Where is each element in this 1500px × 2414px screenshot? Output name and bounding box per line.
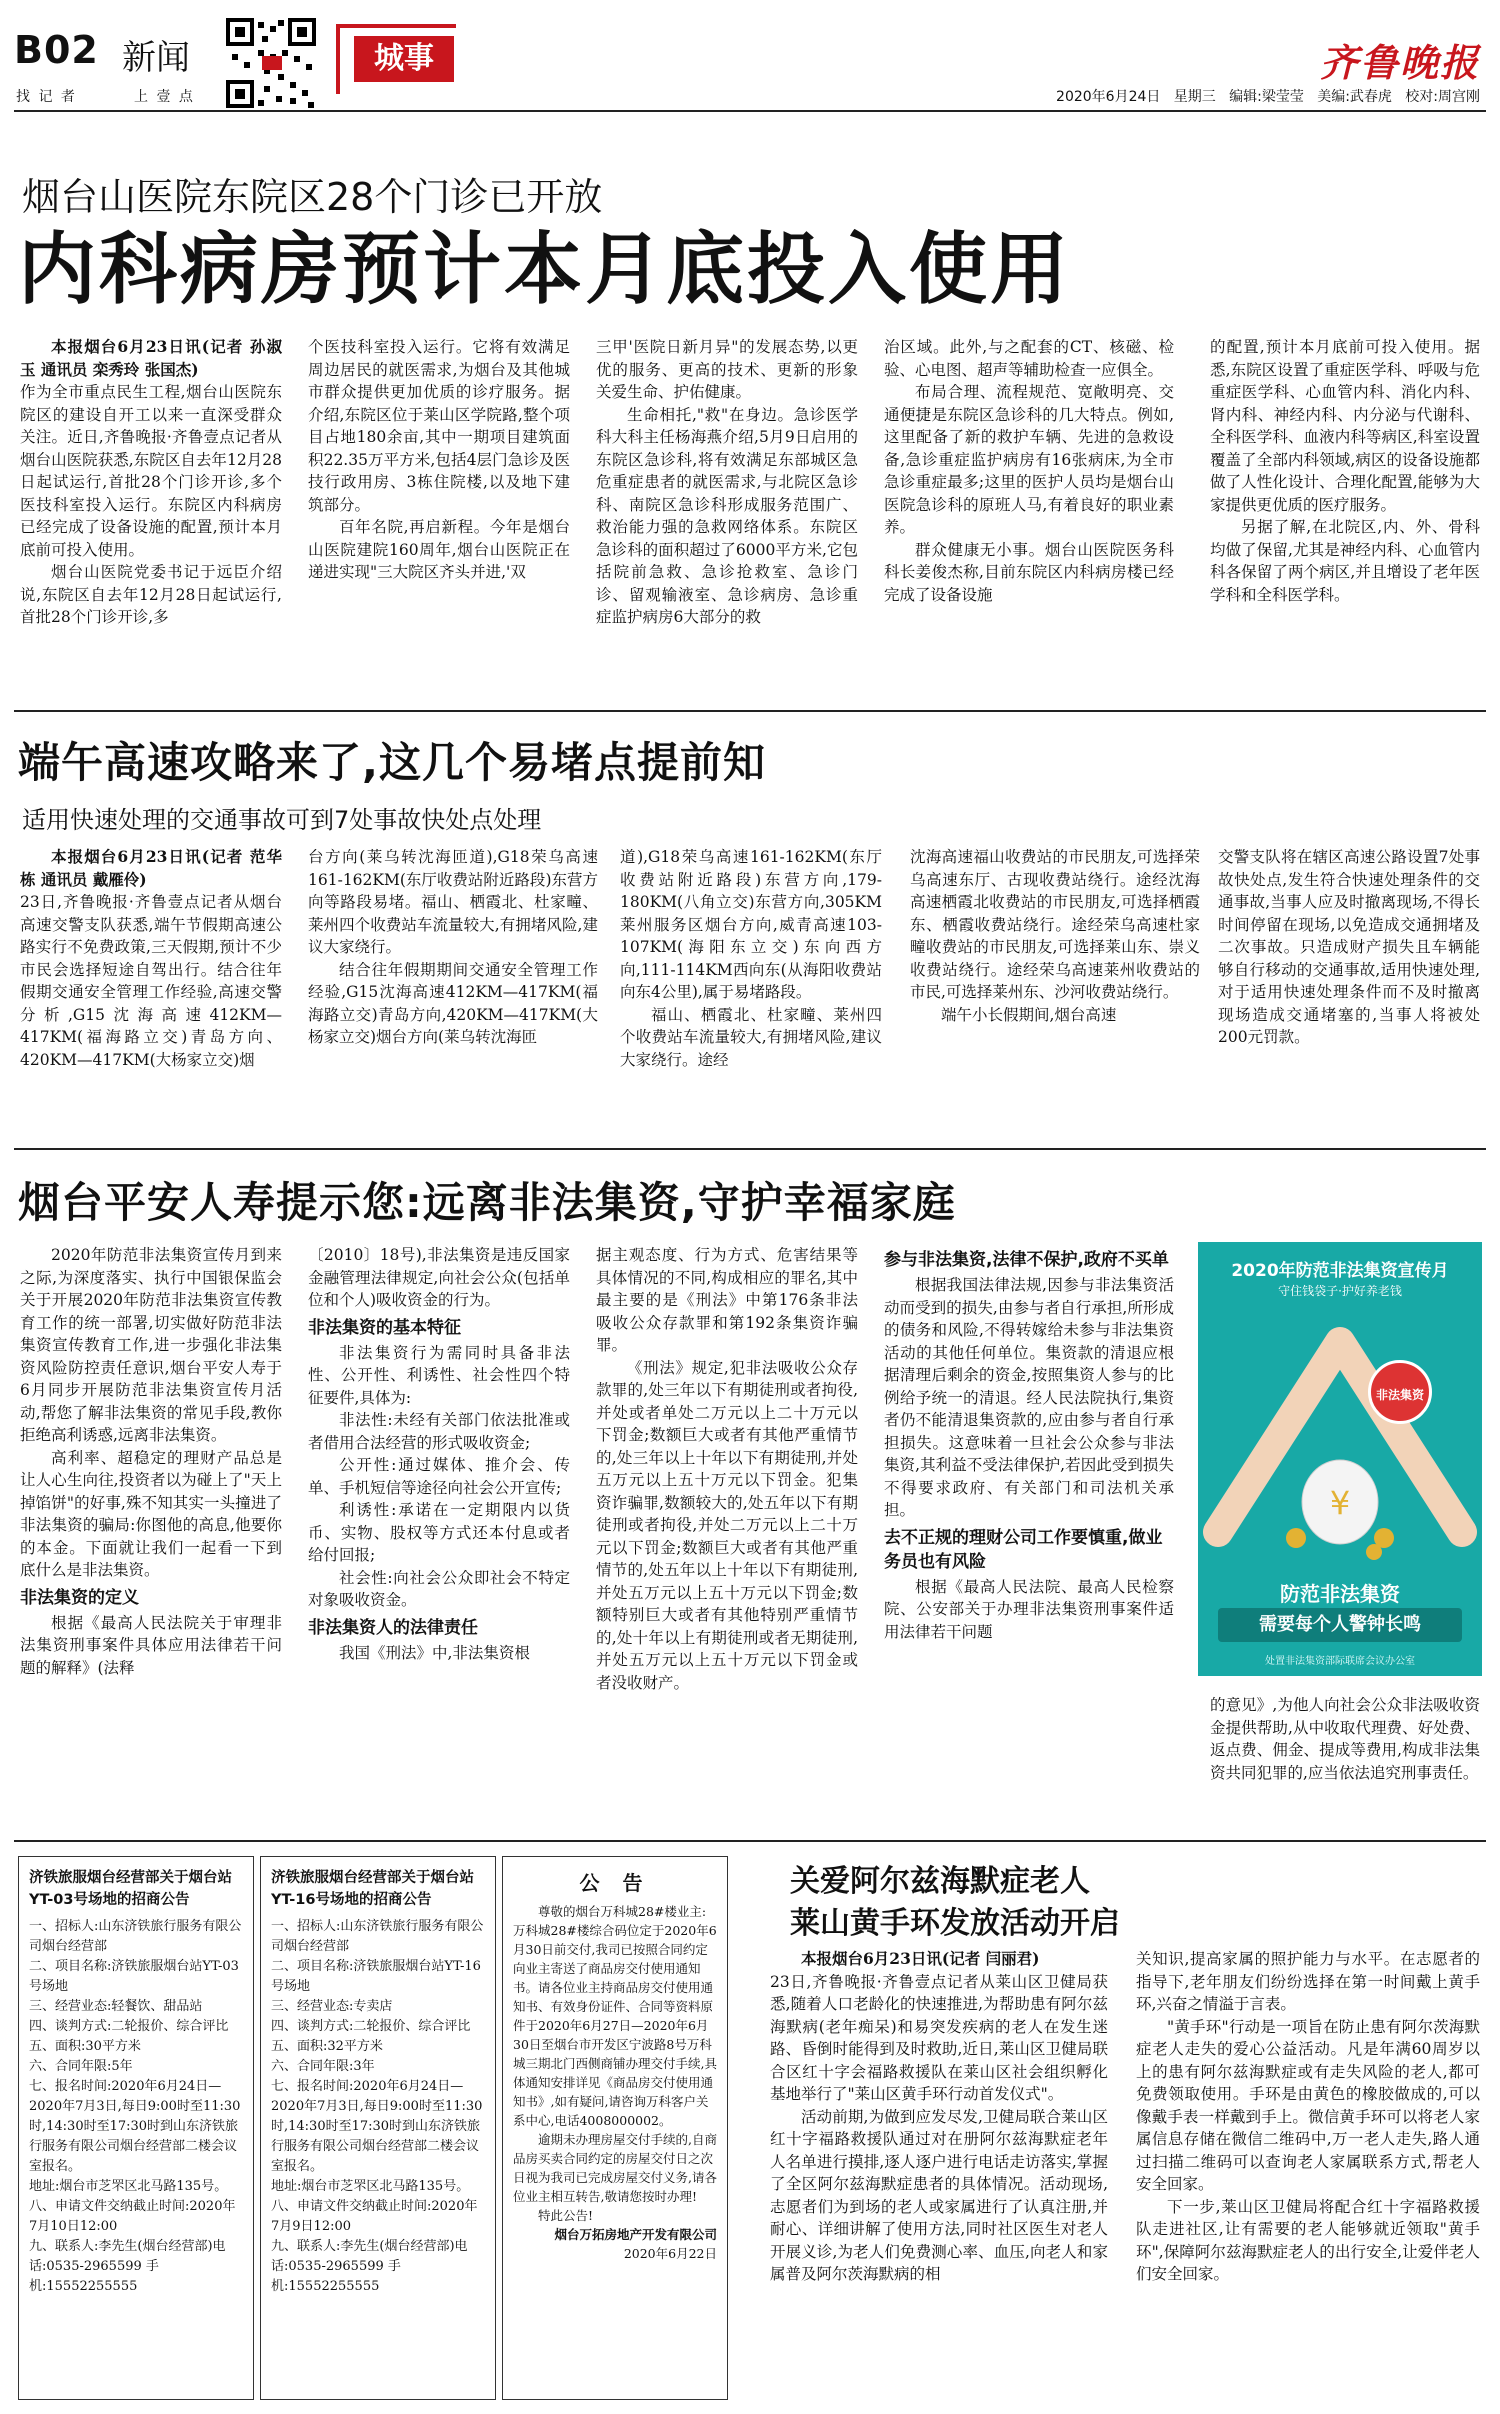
poster-subtitle: 守住钱袋子·护好养老钱 bbox=[1278, 1284, 1402, 1298]
article3-paragraph: 根据《最高人民法院、最高人民检察院、公安部关于办理非法集资刑事案件适用法律若干问题 bbox=[884, 1577, 1174, 1641]
article3-paragraph: 公开性:通过媒体、推介会、传单、手机短信等途径向社会公开宣传; bbox=[308, 1456, 570, 1497]
article1-paragraph: 生命相托,"救"在身边。急诊医学科大科主任杨海燕介绍,5月9日启用的东院区急诊科,将有效满足东部城区急危重症患者的就医需求,与北院区急诊科、南院区急诊科形成服务范围广、救治能力强的急救网络体系。东院区急诊科的面积超过了6000平方米,它包括院前急救、急诊抢救室、急诊门诊、留观输液室、急诊病房、急诊重症监护病房6大部分的救 bbox=[596, 405, 858, 626]
article4-paragraph: 下一步,莱山区卫健局将配合红十字福路救援队走进社区,让有需要的老人能够就近领取"黄手环",保障阿尔兹海默症老人的出行安全,让爱伴老人们安全回家。 bbox=[1136, 2197, 1480, 2283]
masthead-date-line bbox=[1056, 86, 1480, 106]
qr-code-icon[interactable] bbox=[224, 16, 318, 110]
editor-credit: 编辑:梁莹莹 bbox=[1229, 89, 1304, 105]
article2-paragraph: 福山、栖霞北、杜家疃、莱州四个收费站车流量较大,有拥堵风险,建议大家绕行。途经 bbox=[620, 1005, 882, 1069]
ad-line: 五、面积:30平方米 bbox=[29, 2039, 141, 2054]
article2-subhead: 适用快速处理的交通事故可到7处事故快处点处理 bbox=[22, 806, 542, 834]
masthead bbox=[14, 10, 1486, 118]
article1-column-4 bbox=[884, 336, 1174, 606]
article3-paragraph: 的意见》,为他人向社会公众非法吸收资金提供帮助,从中收取代理费、好处费、返点费、佣金、提成等费用,构成非法集资共同犯罪的,应当依法追究刑事责任。 bbox=[1210, 1696, 1480, 1782]
poster-stamp bbox=[1368, 1360, 1432, 1424]
article3-paragraph: 《刑法》规定,犯非法吸收公众存款罪的,处三年以下有期徒刑或者拘役,并处或者单处二万元以上二十万元以下罚金;数额巨大或者有其他严重情节的,处三年以上十年以下有期徒刑,并处五万元以上五十万元以下罚金。犯集资诈骗罪,数额较大的,处五年以下有期徒刑或者拘役,并处二万元以上二十万元以下罚金;数额巨大或者有其他严重情节的,处五年以上十年以下有期徒刑,并处五万元以上五十万元以下罚金;数额特别巨大或者有其他特别严重情节的,处十年以上有期徒刑或者无期徒刑,并处五万元以上五十万元以下罚金或者没收财产。 bbox=[596, 1358, 858, 1692]
article1-paragraph: 的配置,预计本月底前可投入使用。据悉,东院区设置了重症医学科、呼吸与危重症医学科、心血管内科、消化内科、肾内科、神经内科、内分泌与代谢科、全科医学科、血液内科等病区,科室设置覆盖了全部内科领域,病区的设备设施都做了人性化设计、合理化配置,能够为大家提供更优质的医疗服务。 bbox=[1210, 338, 1480, 514]
article3-column-2 bbox=[308, 1244, 570, 1664]
issue-weekday: 星期三 bbox=[1173, 89, 1216, 105]
ad-line: 地址:烟台市芝罘区北马路135号。 bbox=[271, 2179, 470, 2194]
notice-title: 公 告 bbox=[579, 1871, 651, 1895]
masthead-rule bbox=[14, 110, 1486, 112]
section-name: 新闻 bbox=[122, 38, 190, 78]
article2-column-3 bbox=[620, 846, 882, 1071]
article1-column-5 bbox=[1210, 336, 1480, 606]
article3-column-3 bbox=[596, 1244, 858, 1694]
article4-column-1 bbox=[770, 1948, 1108, 2286]
hands-roof-illustration bbox=[1198, 1302, 1482, 1562]
page-number: B02 bbox=[14, 28, 99, 72]
article1-paragraph: 治区域。此外,与之配套的CT、核磁、检验、心电图、超声等辅助检查一应俱全。 bbox=[884, 338, 1174, 379]
ad-title: 济铁旅服烟台经营部关于烟台站YT-03号场地的招商公告 bbox=[29, 1870, 232, 1908]
ad-line: 九、联系人:李先生(烟台经营部)电话:0535-2965599 手机:15552255555 bbox=[29, 2239, 226, 2294]
article3-paragraph: 根据《最高人民法院关于审理非法集资刑事案件具体应用法律若干问题的解释》(法释 bbox=[20, 1613, 282, 1677]
article1-paragraph: 三甲'医院日新月异"的发展态势,以更优的服务、更高的技术、更新的形象关爱生命、护佑健康。 bbox=[596, 338, 858, 401]
ad-line: 三、经营业态:轻餐饮、甜品站 bbox=[29, 1999, 203, 2014]
notice-date: 2020年6月22日 bbox=[623, 2246, 717, 2261]
issue-date: 2020年6月24日 bbox=[1056, 89, 1161, 105]
designer-credit: 美编:武春虎 bbox=[1317, 89, 1392, 105]
article3-subheading: 非法集资的基本特征 bbox=[308, 1317, 461, 1338]
article2-paragraph: 道),G18荣乌高速161-162KM(东厅收费站附近路段)东营方向,179-180KM(八角立交)东营方向,305KM莱州服务区烟台方向,威青高速103-107KM(海阳东立交)东向西方向,111-114KM西向东(从海阳收费站向东4公里),属于易堵路段。 bbox=[620, 848, 882, 1001]
article3-column-5 bbox=[1210, 1694, 1480, 1784]
poster-main-slogan: 防范非法集资 bbox=[1280, 1582, 1400, 1606]
ad-line: 七、报名时间:2020年6月24日—2020年7月3日,每日9:00时至11:30时,14:30时至17:30时到山东济铁旅行服务有限公司烟台经营部二楼会议室报名。 bbox=[271, 2079, 483, 2174]
ad-line: 八、申请文件交纳截止时间:2020年7月9日12:00 bbox=[271, 2199, 478, 2234]
article3-paragraph: 我国《刑法》中,非法集资根 bbox=[339, 1643, 530, 1662]
ad-body bbox=[29, 1917, 243, 2297]
poster-secondary-slogan: 需要每个人警钟长鸣 bbox=[1218, 1608, 1462, 1642]
article2-column-5 bbox=[1218, 846, 1480, 1049]
ad-line: 一、招标人:山东济铁旅行服务有限公司烟台经营部 bbox=[29, 1919, 242, 1954]
article4-column-2 bbox=[1136, 1948, 1480, 2286]
article1-paragraph: 烟台山医院党委书记于远臣介绍说,东院区自去年12月28日起试运行,首批28个门诊开诊,多 bbox=[20, 563, 282, 626]
ad-line: 三、经营业态:专卖店 bbox=[271, 1999, 393, 2014]
anti-fraud-poster bbox=[1198, 1242, 1482, 1676]
ad-box-yt03 bbox=[18, 1856, 254, 2400]
article2-column-4 bbox=[910, 846, 1200, 1026]
notice-company: 烟台万拓房地产开发有限公司 bbox=[554, 2227, 717, 2242]
article1-paragraph: 群众健康无小事。烟台山医院医务科科长姜俊杰称,目前东院区内科病房楼已经完成了设备设施 bbox=[884, 540, 1174, 604]
notice-sign: 特此公告! bbox=[538, 2208, 594, 2223]
ad-body bbox=[271, 1917, 485, 2297]
article2-column-1 bbox=[20, 846, 282, 1071]
article3-paragraph: 利诱性:承诺在一定期限内以货币、实物、股权等方式还本付息或者给付回报; bbox=[308, 1501, 570, 1564]
ad-line: 地址:烟台市芝罘区北马路135号。 bbox=[29, 2179, 228, 2194]
article1-column-2 bbox=[308, 336, 570, 584]
article3-subheading: 非法集资人的法律责任 bbox=[308, 1617, 478, 1638]
divider bbox=[14, 1840, 1486, 1842]
article2-paragraph: 沈海高速福山收费站的市民朋友,可选择荣乌高速东厅、古现收费站绕行。途经沈海高速栖霞北收费站的市民朋友,可选择栖霞东、栖霞收费站绕行。途经荣乌高速杜家疃收费站的市民朋友,可选择莱山东、崇义收费站绕行。途经荣乌高速莱州收费站的市民,可选择莱州东、沙河收费站绕行。 bbox=[910, 848, 1200, 1001]
ad-line: 八、申请文件交纳截止时间:2020年7月10日12:00 bbox=[29, 2199, 236, 2234]
article3-column-4 bbox=[884, 1244, 1174, 1643]
article1-byline: 本报烟台6月23日讯(记者 孙淑玉 通讯员 栾秀玲 张国杰) bbox=[20, 337, 282, 379]
article1-paragraph: 作为全市重点民生工程,烟台山医院东院区的建设自开工以来一直深受群众关注。近日,齐鲁晚报·齐鲁壹点记者从烟台山医院获悉,东院区自去年12月28日起试运行,首批28个门诊开诊,多个医技科室投入运行。东院区内科病房已经完成了设备设施的配置,预计本月底前可投入使用。 bbox=[20, 383, 282, 559]
poster-footer: 处置非法集资部际联席会议办公室 bbox=[1265, 1656, 1415, 1667]
ad-title: 济铁旅服烟台经营部关于烟台站YT-16号场地的招商公告 bbox=[271, 1870, 474, 1908]
article1-kicker: 烟台山医院东院区28个门诊已开放 bbox=[22, 175, 603, 219]
article3-paragraph: 2020年防范非法集资宣传月到来之际,为深度落实、执行中国银保监会关于开展2020年防范非法集资宣传教育工作的统一部署,切实做好防范非法集资宣传教育工作,进一步强化非法集资风险防控责任意识,烟台平安人寿于6月同步开展防范非法集资宣传月活动,帮您了解非法集资的常见手段,教你拒绝高利诱惑,远离非法集资。 bbox=[20, 1246, 282, 1444]
article2-paragraph: 台方向(莱乌转沈海匝道),G18荣乌高速161-162KM(东厅收费站附近路段)东营方向等路段易堵。福山、栖霞北、杜家疃、莱州四个收费站车流量较大,有拥堵风险,建议大家绕行。 bbox=[308, 848, 598, 956]
article3-subheading: 去不正规的理财公司工作要慎重,做业务员也有风险 bbox=[884, 1527, 1163, 1572]
proofreader-credit: 校对:周宫刚 bbox=[1405, 89, 1480, 105]
notice-box bbox=[502, 1856, 728, 2400]
newspaper-logo: 齐鲁晚报 bbox=[1319, 40, 1480, 85]
article4-paragraph: 关知识,提高家属的照护能力与水平。在志愿者的指导下,老年朋友们纷纷选择在第一时间戴上黄手环,兴奋之情溢于言表。 bbox=[1136, 1950, 1480, 2013]
poster-title: 2020年防范非法集资宣传月 bbox=[1231, 1261, 1449, 1281]
notice-paragraph: 尊敬的烟台万科城28#楼业主:万科城28#楼综合码位定于2020年6月30日前交付,我司已按照合同约定向业主寄送了商品房交付使用通知书。请各位业主持商品房交付使用通知书、有效身份证件、合同等资料原件于2020年6月27日—2020年6月30日至烟台市开发区宁波路8号万科城三期北门西侧商铺办理交付手续,具体通知安排详见《商品房交付使用通知书》,如有疑问,请咨询万科客户关系中心,电话4008000002。 bbox=[513, 1904, 717, 2128]
article3-paragraph: 非法集资行为需同时具备非法性、公开性、利诱性、社会性四个特征要件,具体为: bbox=[308, 1343, 570, 1407]
article3-subheading: 参与非法集资,法律不保护,政府不买单 bbox=[884, 1250, 1169, 1270]
slogan-find-reporter: 找 记 者 bbox=[16, 89, 77, 105]
article3-subheading: 非法集资的定义 bbox=[20, 1587, 139, 1608]
article3-paragraph: 根据我国法律法规,因参与非法集资活动而受到的损失,由参与者自行承担,所形成的债务和风险,不得转嫁给未参与非法集资活动的其他任何单位。集资款的清退应根据清理后剩余的资金,按照集资人参与的比例给予统一的清退。经人民法院执行,集资者仍不能清退集资款的,应由参与者自行承担损失。这意味着一旦社会公众参与非法集资,其利益不受法律保护,若因此受到损失不得要求政府、有关部门和司法机关承担。 bbox=[884, 1276, 1174, 1519]
article2-paragraph: 端午小长假期间,烟台高速 bbox=[941, 1005, 1117, 1024]
ad-line: 四、谈判方式:二轮报价、综合评比 bbox=[29, 2019, 229, 2034]
ad-line: 七、报名时间:2020年6月24日—2020年7月3日,每日9:00时至11:30时,14:30时至17:30时到山东济铁旅行服务有限公司烟台经营部二楼会议室报名。 bbox=[29, 2079, 241, 2174]
divider bbox=[14, 1148, 1486, 1150]
article4-paragraph: 活动前期,为做到应发尽发,卫健局联合莱山区红十字福路救援队通过对在册阿尔兹海默症老年人名单进行摸排,逐人逐户进行电话走访落实,掌握了全区阿尔兹海默症患者的具体情况。活动现场,志愿者们为到场的老人或家属进行了认真注册,并耐心、详细讲解了使用方法,同时社区医生对老人开展义诊,为老人们免费测心率、血压,向老人和家属普及阿尔茨海默病的相 bbox=[770, 2107, 1108, 2283]
article1-column-1 bbox=[20, 336, 282, 629]
ad-line: 一、招标人:山东济铁旅行服务有限公司烟台经营部 bbox=[271, 1919, 484, 1954]
article3-paragraph: 据主观态度、行为方式、危害结果等具体情况的不同,构成相应的罪名,其中最主要的是《刑法》中第176条非法吸收公众存款罪和第192条集资诈骗罪。 bbox=[596, 1246, 858, 1354]
article1-paragraph: 百年名院,再启新程。今年是烟台山医院建院160周年,烟台山医院正在递进实现"三大院区齐头并进,'双 bbox=[308, 518, 570, 581]
ad-box-yt16 bbox=[260, 1856, 496, 2400]
notice-paragraph: 逾期未办理房屋交付手续的,自商品房买卖合同约定的房屋交付日之次日视为我司已完成房屋交付义务,请各位业主相互转告,敬请您按时办理! bbox=[513, 2132, 717, 2204]
article4-byline: 本报烟台6月23日讯(记者 闫丽君) bbox=[801, 1949, 1040, 1968]
article2-paragraph: 23日,齐鲁晚报·齐鲁壹点记者从烟台高速交警支队获悉,端午节假期高速公路实行不免费政策,三天假期,预计不少市民会选择短途自驾出行。结合往年假期交通安全管理工作经验,高速交警分析,G15沈海高速412KM—417KM(福海路立交)青岛方向、420KM—417KM(大杨家立交)烟 bbox=[20, 893, 282, 1069]
divider bbox=[14, 710, 1486, 712]
article4-paragraph: "黄手环"行动是一项旨在防止患有阿尔茨海默症老人走失的爱心公益活动。凡是年满60周岁以上的患有阿尔兹海默症或有走失风险的老人,都可免费领取使用。手环是由黄色的橡胶做成的,可以像戴手表一样戴到手上。微信黄手环可以将老人家属信息存储在微信二维码中,万一老人走失,路人通过扫描二维码可以查询老人家属联系方式,帮老人安全回家。 bbox=[1136, 2017, 1480, 2193]
article3-column-1 bbox=[20, 1244, 282, 1679]
article1-column-3 bbox=[596, 336, 858, 629]
article1-paragraph: 个医技科室投入运行。它将有效满足周边居民的就医需求,为烟台及其他城市群众提供更加优质的诊疗服务。据介绍,东院区位于莱山区学院路,整个项目占地180余亩,其中一期项目建筑面积22.35万平方米,包括4层门急诊及医技行政用房、3栋住院楼,以及地下建筑部分。 bbox=[308, 338, 570, 514]
article3-paragraph: 非法性:未经有关部门依法批准或者借用合法经营的形式吸收资金; bbox=[308, 1411, 570, 1452]
article2-headline: 端午高速攻略来了,这几个易堵点提前知 bbox=[18, 738, 766, 787]
article2-byline: 本报烟台6月23日讯(记者 范华栋 通讯员 戴雁伶) bbox=[20, 847, 282, 889]
poster-stamp-text: 非法集资 bbox=[1375, 1388, 1424, 1402]
article3-paragraph: 〔2010〕18号),非法集资是违反国家金融管理法律规定,向社会公众(包括单位和个人)吸收资金的行为。 bbox=[308, 1246, 570, 1309]
article4-headline-line2: 莱山黄手环发放活动开启 bbox=[790, 1906, 1120, 1941]
svg-text:¥: ¥ bbox=[1329, 1484, 1351, 1522]
article1-paragraph: 另据了解,在北院区,内、外、骨科均做了保留,尤其是神经内科、心血管内科各保留了两个病区,并且增设了老年医学科和全科医学科。 bbox=[1210, 518, 1480, 604]
article1-headline: 内科病房预计本月底投入使用 bbox=[18, 225, 1072, 315]
ad-line: 二、项目名称:济铁旅服烟台站YT-03号场地 bbox=[29, 1959, 239, 1994]
ad-line: 四、谈判方式:二轮报价、综合评比 bbox=[271, 2019, 471, 2034]
article3-paragraph: 高利率、超稳定的理财产品总是让人心生向往,投资者以为碰上了"天上掉馅饼"的好事,殊不知其实一头撞进了非法集资的骗局:你图他的高息,他要你的本金。下面就让我们一起看一下到底什么是非法集资。 bbox=[20, 1448, 282, 1579]
article2-paragraph: 交警支队将在辖区高速公路设置7处事故快处点,发生符合快速处理条件的交通事故,当事人应及时撤离现场,不得长时间停留在现场,以免造成交通拥堵及二次事故。只造成财产损失且车辆能够自行移动的交通事故,适用快速处理,对于适用快速处理条件而不及时撤离现场造成交通堵塞的,当事人将被处200元罚款。 bbox=[1218, 848, 1480, 1046]
article4-headline-line1: 关爱阿尔兹海默症老人 bbox=[790, 1864, 1090, 1899]
slogan-go-app: 上 壹 点 bbox=[134, 89, 195, 105]
article1-paragraph: 布局合理、流程规范、宽敞明亮、交通便捷是东院区急诊科的几大特点。例如,这里配备了新的救护车辆、先进的急救设备,急诊重症监护病房有16张病床,为全市急诊重症最多;这里的医护人员均是烟台山医院急诊科的原班人马,有着良好的职业素养。 bbox=[884, 383, 1174, 536]
article4-paragraph: 23日,齐鲁晚报·齐鲁壹点记者从莱山区卫健局获悉,随着人口老龄化的快速推进,为帮助患有阿尔兹海默病(老年痴呆)和易突发疾病的老人在发生迷路、昏倒时能得到及时救助,近日,莱山区卫健局联合区红十字会福路救援队在莱山区社会组织孵化基地举行了"莱山区黄手环行动首发仪式"。 bbox=[770, 1972, 1108, 2103]
article2-paragraph: 结合往年假期期间交通安全管理工作经验,G15沈海高速412KM—417KM(福海路立交)青岛方向,420KM—417KM(大杨家立交)烟台方向(莱乌转沈海匝 bbox=[308, 960, 598, 1046]
article3-headline: 烟台平安人寿提示您:远离非法集资,守护幸福家庭 bbox=[18, 1178, 956, 1227]
ad-line: 九、联系人:李先生(烟台经营部)电话:0535-2965599 手机:15552255555 bbox=[271, 2239, 468, 2294]
ad-line: 二、项目名称:济铁旅服烟台站YT-16号场地 bbox=[271, 1959, 481, 1994]
article3-paragraph: 社会性:向社会公众即社会不特定对象吸收资金。 bbox=[308, 1568, 570, 1609]
ad-line: 五、面积:32平方米 bbox=[271, 2039, 383, 2054]
ad-line: 六、合同年限:5年 bbox=[29, 2059, 133, 2074]
article2-column-2 bbox=[308, 846, 598, 1049]
ad-line: 六、合同年限:3年 bbox=[271, 2059, 375, 2074]
category-tag: 城事 bbox=[354, 36, 454, 82]
